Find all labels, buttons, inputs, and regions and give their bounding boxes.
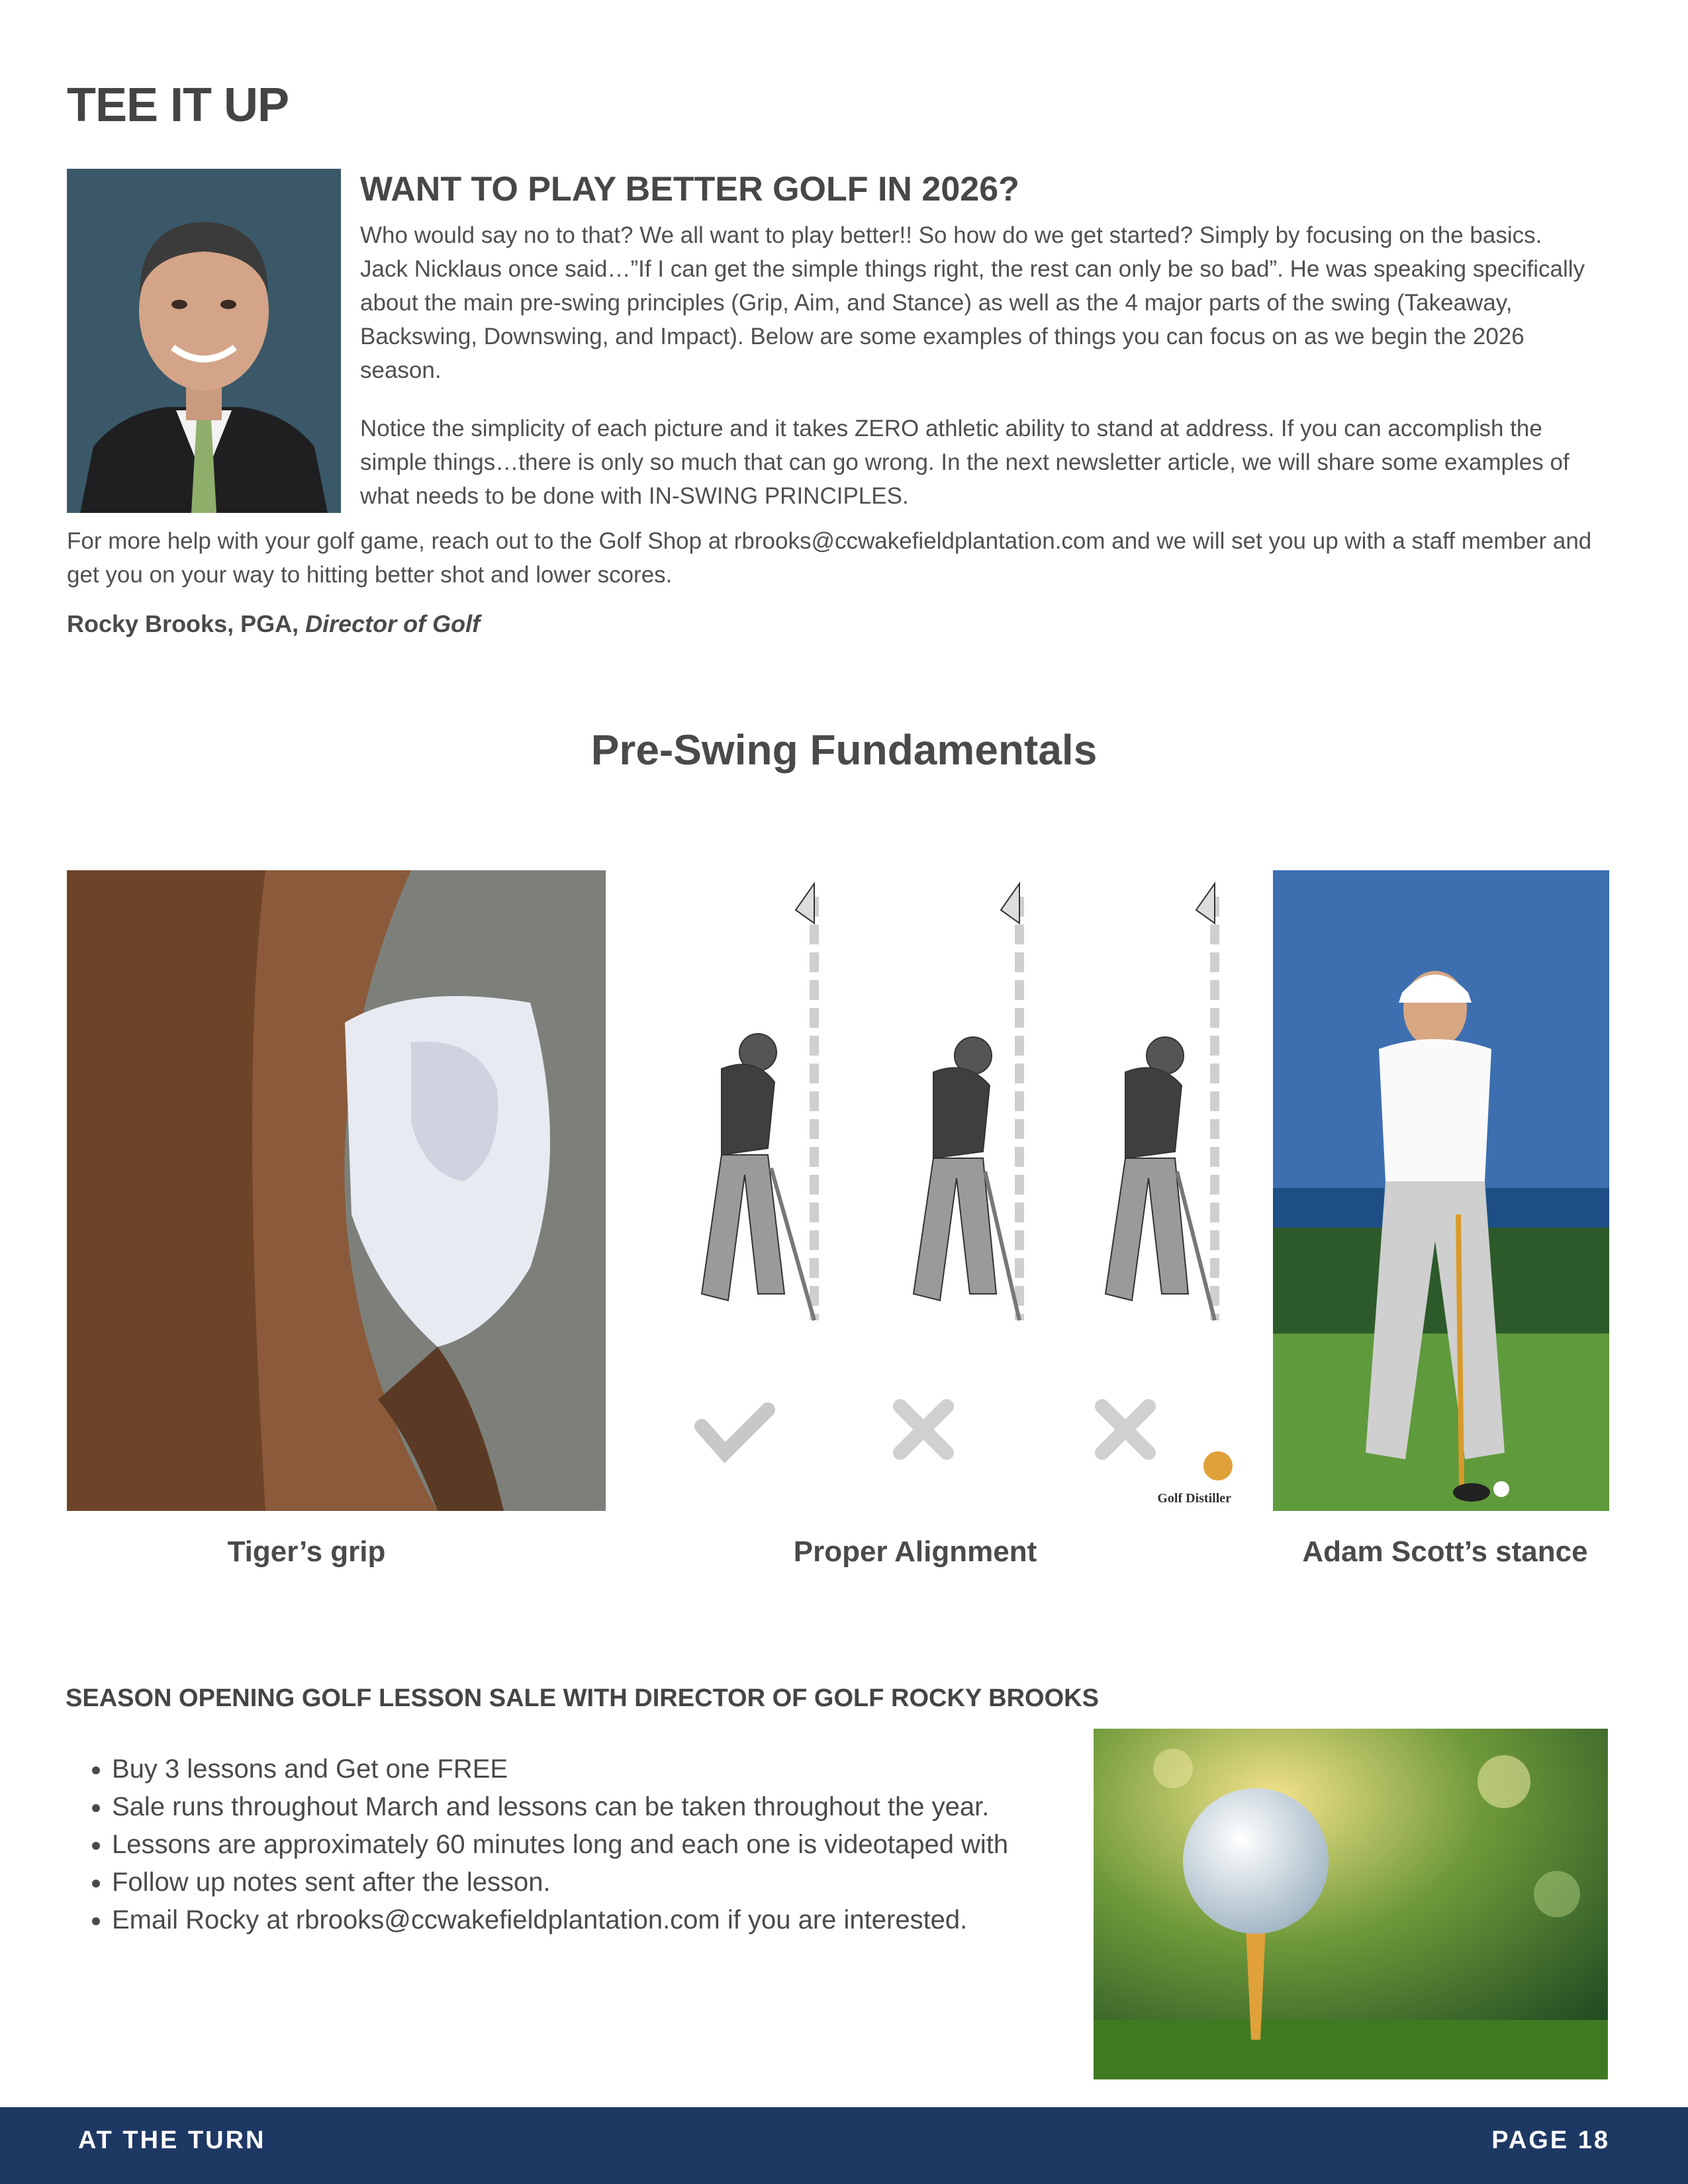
alignment-illustration [622, 870, 1258, 1511]
fundamentals-title: Pre-Swing Fundamentals [590, 726, 1098, 774]
grip-illustration [67, 870, 606, 1511]
sale-bullet: • Sale runs throughout March and lessons can be taken throughout the year. [112, 1788, 1131, 1826]
footer-publication-name: AT THE TURN [78, 2126, 266, 2154]
golf-ball-photo [1094, 1729, 1608, 2079]
caption-stance: Adam Scott’s stance [1302, 1535, 1588, 1568]
sale-bullet: • Lessons are approximately 60 minutes long and each one is videotaped with [112, 1826, 1131, 1864]
golf-ball-illustration [1094, 1729, 1608, 2079]
sale-bullet: • Buy 3 lessons and Get one FREE [112, 1751, 1131, 1788]
alignment-photo [622, 870, 1258, 1511]
section-title: TEE IT UP [67, 79, 289, 132]
footer-page-number: PAGE 18 [1491, 2126, 1610, 2154]
sale-bullets [66, 1751, 1131, 1939]
article-paragraph-2: Notice the simplicity of each picture and it takes ZERO athletic ability to stand at address. If you can accomplish the simple things…there is only so much that can go wrong. In the next newsletter article, we will share some examples of what needs to be done with IN-SWING PRINCIPLES. [360, 416, 1570, 509]
caption-alignment: Proper Alignment [793, 1535, 1037, 1568]
grip-photo [67, 870, 606, 1511]
byline-title: Director of Golf [305, 610, 481, 637]
article-paragraph-3: For more help with your golf game, reach out to the Golf Shop at rbrooks@ccwakefieldplantation.com and we will set you up with a staff member and get you on your way to hitting better shot and lower scores. [67, 528, 1592, 588]
stance-illustration [1273, 870, 1609, 1511]
author-portrait [67, 169, 341, 513]
stance-photo [1273, 870, 1609, 1511]
sale-heading: SEASON OPENING GOLF LESSON SALE WITH DIRECTOR OF GOLF ROCKY BROOKS [66, 1684, 1099, 1712]
author-portrait-illustration [67, 169, 341, 513]
caption-grip: Tiger’s grip [227, 1535, 386, 1568]
sale-bullet: • Follow up notes sent after the lesson. [112, 1864, 1131, 1901]
article-paragraph-1: Who would say no to that? We all want to play better!! So how do we get started? Simply by focusing on the basics. Jack Nicklaus once said…”If I can get the simple things right, the rest can only be so bad”. He was speaking specifically about the main pre-swing principles (Grip, Aim, and Stance) as well as the 4 major parts of the swing (Takeaway, Backswing, Downswing, and Impact). Below are some examples of things you can focus on as we begin the 2026 season. [360, 222, 1585, 383]
golf-distiller-logo: Golf Distiller [1157, 1491, 1231, 1506]
byline-name: Rocky Brooks, PGA, [67, 610, 299, 637]
byline [67, 610, 480, 638]
sale-bullet: • Email Rocky at rbrooks@ccwakefieldplantation.com if you are interested. [112, 1901, 1131, 1939]
article-heading: WANT TO PLAY BETTER GOLF IN 2026? [360, 170, 1019, 208]
golf-distiller-logo-mark [1203, 1451, 1233, 1480]
